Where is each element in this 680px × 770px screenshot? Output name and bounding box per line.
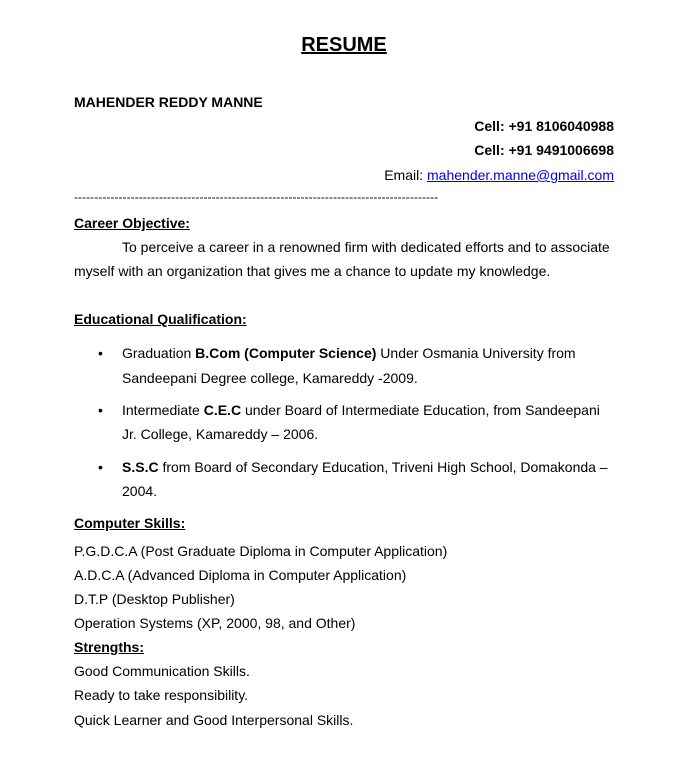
page-title: RESUME (301, 34, 387, 56)
section-divider: ------------------------------------------------------------------------------------------ (74, 190, 439, 204)
education-item-pre: Graduation (122, 345, 196, 361)
education-item-post: Under Osmania University from (376, 345, 576, 361)
bullet-icon: • (98, 402, 103, 418)
education-item-line2: Jr. College, Kamareddy – 2006. (122, 426, 319, 442)
education-item-post: from Board of Secondary Education, Triveni High School, Domakonda – (158, 459, 608, 475)
education-item-line2: Sandeepani Degree college, Kamareddy -2009. (122, 370, 418, 386)
career-objective-heading: Career Objective: (74, 215, 190, 231)
education-item (122, 345, 576, 361)
career-objective-line: To perceive a career in a renowned firm with dedicated efforts and to associate (122, 239, 610, 255)
computer-skills-heading: Computer Skills: (74, 515, 186, 531)
education-item-degree: C.E.C (203, 402, 242, 418)
education-item-degree: S.S.C (122, 459, 159, 475)
cell-number-secondary: Cell: +91 9491006698 (474, 142, 614, 158)
education-item-post: under Board of Intermediate Education, from Sandeepani (241, 402, 600, 418)
strengths-heading: Strengths: (74, 639, 144, 655)
strength-item: Ready to take responsibility. (74, 687, 249, 703)
bullet-icon: • (98, 345, 103, 361)
career-objective-line: myself with an organization that gives me a chance to update my knowledge. (74, 263, 551, 279)
cell-number-primary: Cell: +91 8106040988 (474, 118, 614, 134)
email-line (384, 167, 614, 183)
skill-item: A.D.C.A (Advanced Diploma in Computer Application) (74, 567, 407, 583)
candidate-name: MAHENDER REDDY MANNE (74, 94, 263, 110)
education-item-pre: Intermediate (122, 402, 204, 418)
email-link[interactable]: mahender.manne@gmail.com (427, 167, 614, 183)
skill-item: D.T.P (Desktop Publisher) (74, 591, 235, 607)
education-item-line2: 2004. (122, 483, 158, 499)
education-item-degree: B.Com (Computer Science) (195, 345, 377, 361)
strength-item: Good Communication Skills. (74, 663, 250, 679)
education-item (122, 402, 600, 418)
strength-item: Quick Learner and Good Interpersonal Skills. (74, 712, 354, 728)
education-heading: Educational Qualification: (74, 311, 247, 327)
skill-item: P.G.D.C.A (Post Graduate Diploma in Computer Application) (74, 543, 448, 559)
bullet-icon: • (98, 459, 103, 475)
education-item (122, 459, 608, 475)
skill-item: Operation Systems (XP, 2000, 98, and Other) (74, 615, 356, 631)
email-label: Email: (384, 167, 424, 183)
